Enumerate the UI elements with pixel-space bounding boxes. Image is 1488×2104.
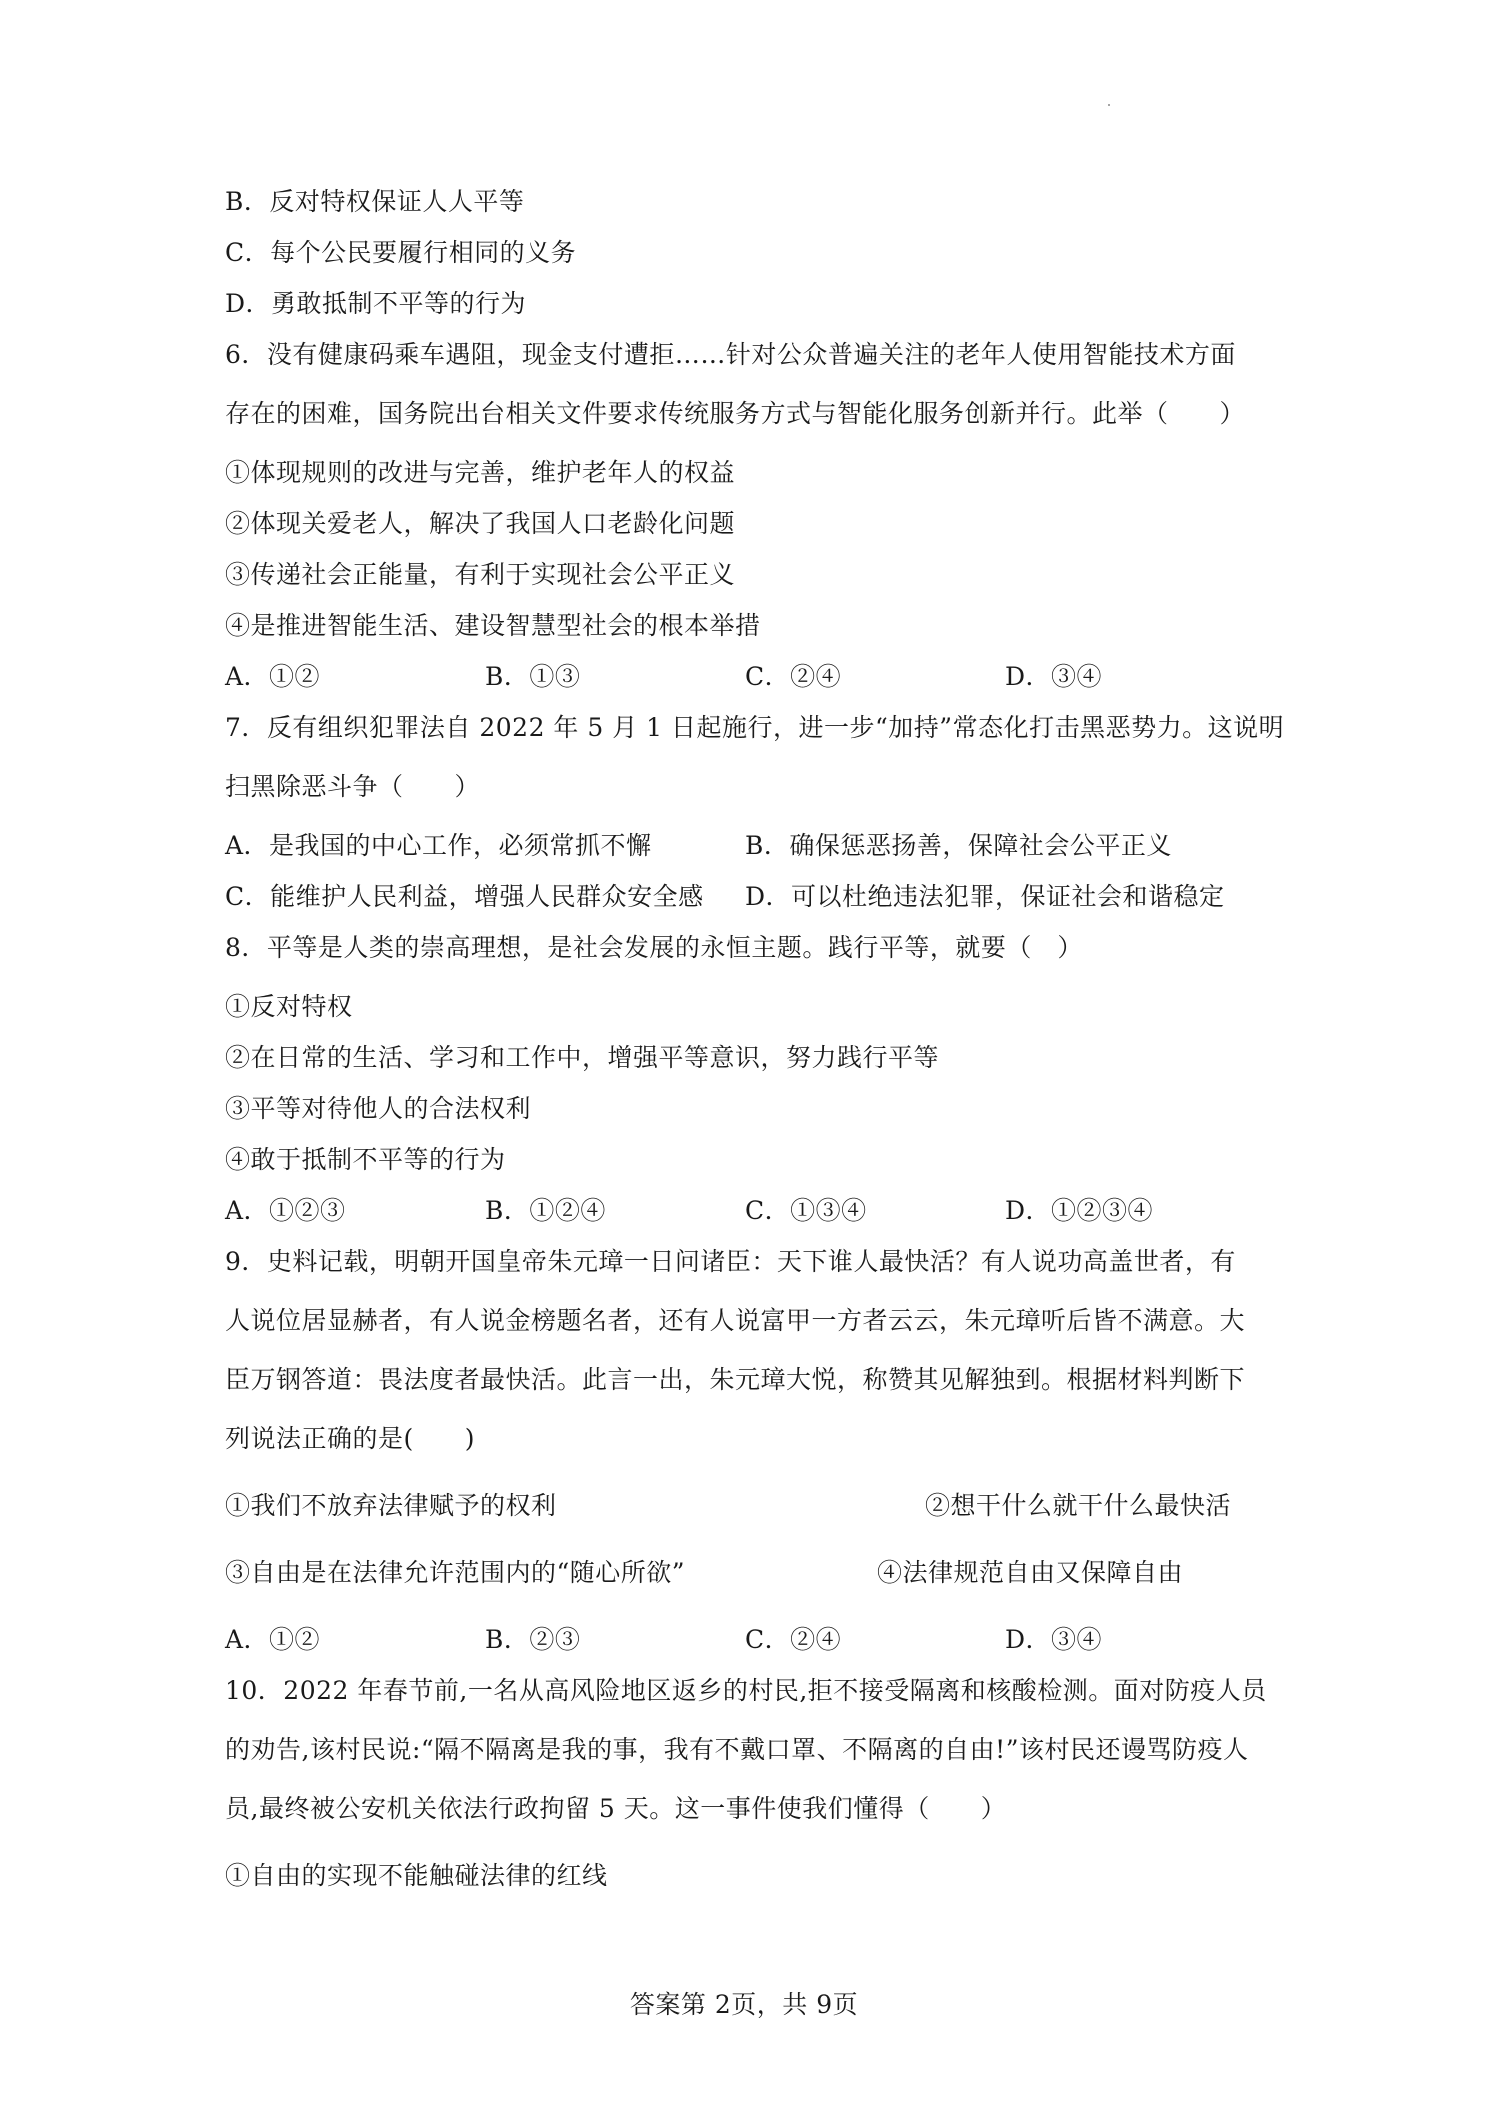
q8-item-4: ④敢于抵制不平等的行为 [225,1145,506,1174]
q9-item-3: ③自由是在法律允许范围内的“随心所欲” [225,1558,686,1587]
question-content [225,176,1285,1901]
q9-stem-line3: 臣万钢答道：畏法度者最快活。此言一出，朱元璋大悦，称赞其见解独到。根据材料判断下 [225,1365,1246,1394]
q8-choices [225,1185,1285,1236]
q9-stem-line4: 列说法正确的是( ) [225,1424,476,1453]
q9-items-row2 [225,1547,1285,1598]
q6-choice-c: C．②④ [745,662,842,691]
q9-choices [225,1614,1285,1665]
header-mark [1108,104,1110,106]
q8-item-1: ①反对特权 [225,992,353,1021]
q9-choice-d: D．③④ [1005,1625,1103,1654]
q10-stem-line3: 员,最终被公安机关依法行政拘留 5 天。这一事件使我们懂得（ ） [225,1794,1007,1823]
q7-choices-row2 [225,871,1285,922]
q7-choice-c: C．能维护人民利益，增强人民群众安全感 [225,882,704,911]
q6-item-3: ③传递社会正能量，有利于实现社会公平正义 [225,560,736,589]
q7-stem-line2: 扫黑除恶斗争（ ） [225,772,481,801]
q6-item-2: ②体现关爱老人，解决了我国人口老龄化问题 [225,509,736,538]
q10-item-1: ①自由的实现不能触碰法律的红线 [225,1861,608,1890]
q9-stem-line2: 人说位居显赫者，有人说金榜题名者，还有人说富甲一方者云云，朱元璋听后皆不满意。大 [225,1306,1246,1335]
q9-choice-a: A．①② [225,1625,321,1654]
q10-stem-line1: 10．2022 年春节前,一名从高风险地区返乡的村民,拒不接受隔离和核酸检测。面对防疫人员 [225,1676,1267,1705]
q9-stem-line1: 9．史料记载，明朝开国皇帝朱元璋一日问诸臣：天下谁人最快活？有人说功高盖世者，有 [225,1247,1236,1276]
q6-choice-b: B．①③ [485,662,581,691]
q7-choice-b: B．确保惩恶扬善，保障社会公平正义 [745,831,1172,860]
q8-choice-c: C．①③④ [745,1196,867,1225]
q9-item-4: ④法律规范自由又保障自由 [877,1558,1184,1587]
q6-stem-line2: 存在的困难，国务院出台相关文件要求传统服务方式与智能化服务创新并行。此举（ ） [225,399,1246,428]
q9-choice-c: C．②④ [745,1625,842,1654]
q7-choice-d: D．可以杜绝违法犯罪，保证社会和谐稳定 [745,882,1225,911]
q8-choice-b: B．①②④ [485,1196,606,1225]
q9-item-2: ②想干什么就干什么最快活 [925,1491,1232,1520]
q6-choices [225,651,1285,702]
q6-item-4: ④是推进智能生活、建设智慧型社会的根本举措 [225,611,761,640]
q5-option-b: B．反对特权保证人人平等 [225,187,525,216]
q8-item-3: ③平等对待他人的合法权利 [225,1094,532,1123]
q6-choice-a: A．①② [225,662,321,691]
q7-choices-row1 [225,820,1285,871]
q6-choice-d: D．③④ [1005,662,1103,691]
q6-stem-line1: 6．没有健康码乘车遇阻，现金支付遭拒……针对公众普遍关注的老年人使用智能技术方面 [225,340,1236,369]
q9-items-row1 [225,1480,1285,1531]
page-footer: 答案第 2页，共 9页 [629,1990,859,2019]
q8-item-2: ②在日常的生活、学习和工作中，增强平等意识，努力践行平等 [225,1043,940,1072]
q10-stem-line2: 的劝告,该村民说:“隔不隔离是我的事，我有不戴口罩、不隔离的自由!”该村民还谩骂防疫人 [225,1735,1249,1764]
q8-choice-d: D．①②③④ [1005,1196,1154,1225]
q6-item-1: ①体现规则的改进与完善，维护老年人的权益 [225,458,736,487]
q5-option-d: D．勇敢抵制不平等的行为 [225,289,527,318]
q7-choice-a: A．是我国的中心工作，必须常抓不懈 [225,831,652,860]
q7-stem-line1: 7．反有组织犯罪法自 2022 年 5 月 1 日起施行，进一步“加持”常态化打击黑恶势力。这说明 [225,713,1285,742]
q8-stem: 8．平等是人类的崇高理想，是社会发展的永恒主题。践行平等，就要（ ） [225,933,1083,962]
q9-choice-b: B．②③ [485,1625,581,1654]
q5-option-c: C．每个公民要履行相同的义务 [225,238,577,267]
q9-item-1: ①我们不放弃法律赋予的权利 [225,1491,557,1520]
q8-choice-a: A．①②③ [225,1196,346,1225]
